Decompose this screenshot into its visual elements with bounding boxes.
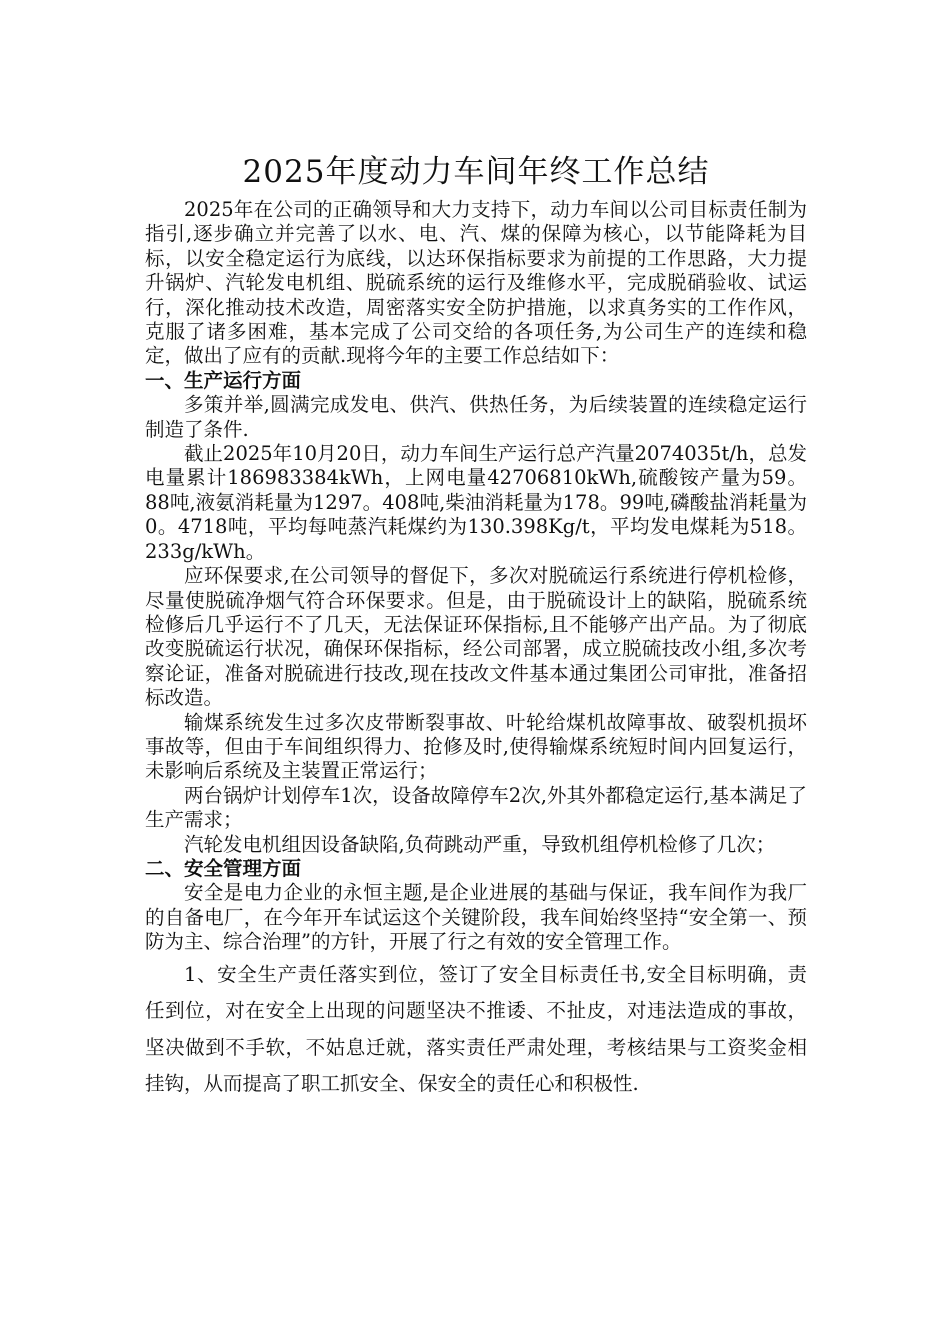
safety-paragraph: 1、安全生产责任落实到位，签订了安全目标责任书,安全目标明确，责任到位，对在安全上出现的问题坚决不推诿、不扯皮，对违法造成的事故，坚决做到不手软，不姑息迁就，落实责任严肃处理，考核结果与工资奖金相挂钩，从而提高了职工抓安全、保安全的责任心和积极性.	[145, 962, 807, 1096]
document-title: 2025年度动力车间年终工作总结	[242, 153, 710, 190]
intro-paragraph: 2025年在公司的正确领导和大力支持下，动力车间以公司目标责任制为指引,逐步确立并完善了以水、电、汽、煤的保障为核心，以节能降耗为目标，以安全稳定运行为底线，以达环保指标要求为前提的工作思路，大力提升锅炉、汽轮发电机组、脱硫系统的运行及维修水平，完成脱硝验收、试运行，深化推动技术改造，周密落实安全防护措施，以求真务实的工作作风，克服了诸多困难，基本完成了公司交给的各项任务,为公司生产的连续和稳定，做出了应有的贡献.现将今年的主要工作总结如下：	[145, 198, 807, 368]
section-heading-safety: 二、安全管理方面	[145, 856, 302, 880]
production-paragraph: 多策并举,圆满完成发电、供汽、供热任务，为后续装置的连续稳定运行制造了条件.	[145, 393, 807, 441]
section-heading-production: 一、生产运行方面	[145, 368, 302, 392]
production-paragraph: 两台锅炉计划停车1次，设备故障停车2次,外其外都稳定运行,基本满足了生产需求；	[145, 783, 807, 832]
production-paragraph: 汽轮发电机组因设备缺陷,负荷跳动严重，导致机组停机检修了几次；	[184, 832, 776, 856]
production-paragraph: 截止2025年10月20日，动力车间生产运行总产汽量2074035t/h，总发电量累计186983384kWh，上网电量42706810kWh,硫酸铵产量为59。88吨,液氨消耗量为1297。408吨,柴油消耗量为178。99吨,磷酸盐消耗量为0。4718吨，平均每吨蒸汽耗煤约为130.398Kg/t，平均发电煤耗为518。233g/kWh。	[145, 442, 808, 563]
safety-paragraph: 安全是电力企业的永恒主题,是企业进展的基础与保证，我车间作为我厂的自备电厂，在今年开车试运这个关键阶段，我车间始终坚持“安全第一、预防为主、综合治理”的方针，开展了行之有效的安全管理工作。	[145, 881, 807, 954]
production-paragraph: 应环保要求,在公司领导的督促下，多次对脱硫运行系统进行停机检修，尽量使脱硫净烟气符合环保要求。但是，由于脱硫设计上的缺陷，脱硫系统检修后几乎运行不了几天，无法保证环保指标,且不能够产出产品。为了彻底改变脱硫运行状况，确保环保指标，经公司部署，成立脱硫技改小组,多次考察论证，准备对脱硫进行技改,现在技改文件基本通过集团公司审批，准备招标改造。	[145, 564, 807, 710]
production-paragraph: 输煤系统发生过多次皮带断裂事故、叶轮给煤机故障事故、破裂机损坏事故等，但由于车间组织得力、抢修及时,使得输煤系统短时间内回复运行，未影响后系统及主装置正常运行；	[145, 710, 807, 783]
document-body	[145, 198, 807, 1103]
